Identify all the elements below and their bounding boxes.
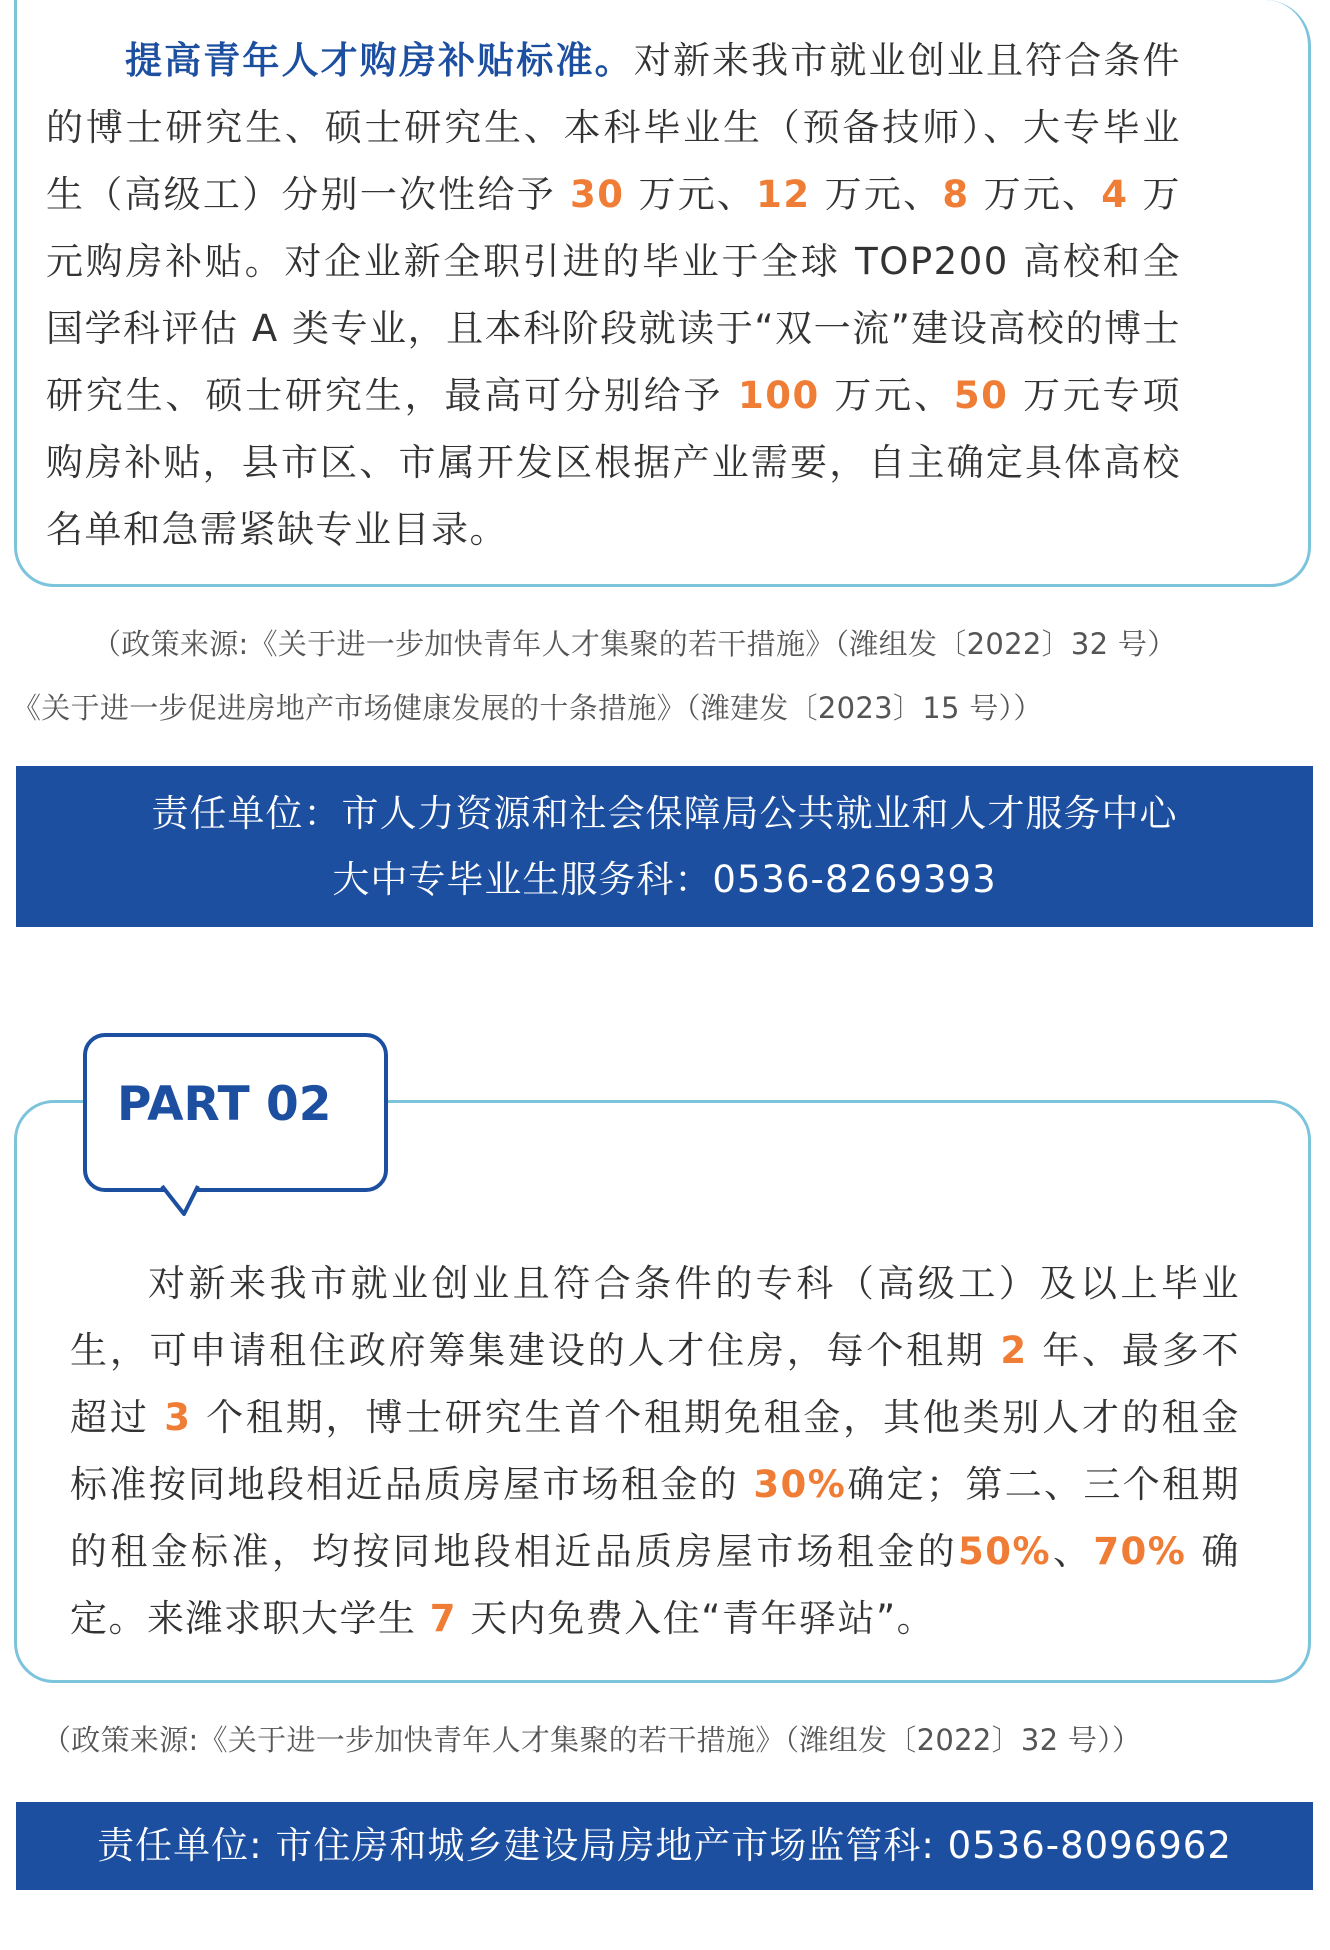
policy-source-line: （政策来源:《关于进一步加快青年人才集聚的若干措施》（潍组发〔2022〕32 号）） [42,1723,1142,1757]
highlight-number: 3 [164,1396,192,1439]
highlight-number: 8 [942,173,970,216]
highlight-number: 7 [429,1597,458,1640]
policy-source-line: 《关于进一步促进房地产市场健康发展的十条措施》（潍建发〔2023〕15 号）） [12,691,1043,725]
text-run: 万元专项购房补贴，县市区、市属开发区根据产业需要，自主确定具体高校名单和急需紧缺专业目录。 [46,374,1182,551]
text-run: 、 [1051,1530,1094,1573]
highlight-number: 12 [756,173,811,216]
text-run: 对新来我市就业创业且符合条件的博士研究生、硕士研究生、本科毕业生（预备技师）、大专毕业生（高级工）分别一次性给予 [46,39,1181,216]
highlight-number: 2 [1000,1329,1028,1372]
text-run: 万元、 [624,173,757,216]
highlight-number: 100 [737,374,820,417]
text-run: 年、最多不超过 [70,1329,1241,1439]
text-run: 个租期，博士研究生首个租期免租金，其他类别人才的租金标准按同地段相近品质房屋市场租金的 [70,1396,1241,1506]
text-run: 天内免费入住“青年驿站”。 [457,1597,936,1640]
responsible-unit-banner [16,1802,1313,1890]
banner-text: 大中专毕业生服务科：0536-8269393 [332,857,997,901]
text-run: 万元购房补贴。对企业新全职引进的毕业于全球 TOP200 高校和全国学科评估 A 类专业，且本科阶段就读于“双一流”建设高校的博士研究生、硕士研究生，最高可分别给予 [46,173,1182,417]
paragraph-lead: 提高青年人才购房补贴标准。 [125,39,634,82]
part-tag-label: PART 02 [117,1077,332,1132]
speech-bubble-tail [160,1184,200,1218]
policy-source-line: （政策来源:《关于进一步加快青年人才集聚的若干措施》（潍组发〔2022〕32 号） [92,627,1177,661]
highlight-number: 50 [953,374,1009,417]
banner-text: 责任单位: 市住房和城乡建设局房地产市场监管科: 0536-8096962 [97,1824,1232,1867]
banner-text: 责任单位：市人力资源和社会保障局公共就业和人才服务中心 [151,791,1178,835]
part-tag [83,1033,388,1192]
highlight-number: 30 [569,173,625,216]
text-run: 对新来我市就业创业且符合条件的专科（高级工）及以上毕业生，可申请租住政府筹集建设的人才住房，每个租期 [70,1262,1240,1372]
text-run: 万元、 [969,173,1102,216]
talent-housing-paragraph [70,1250,1240,1652]
text-run: 万元、 [810,173,943,216]
highlight-number: 4 [1101,173,1129,216]
text-run: 万元、 [819,374,954,417]
highlight-number: 70% [1093,1530,1187,1573]
highlight-number: 50% [958,1530,1052,1573]
highlight-number: 30% [753,1463,847,1506]
text-run: 确定；第二、三个租期的租金标准，均按同地段相近品质房屋市场租金的 [70,1463,1241,1573]
text-run: 确定。来潍求职大学生 [70,1530,1241,1640]
responsible-unit-banner [16,766,1313,927]
housing-subsidy-paragraph [46,27,1181,563]
